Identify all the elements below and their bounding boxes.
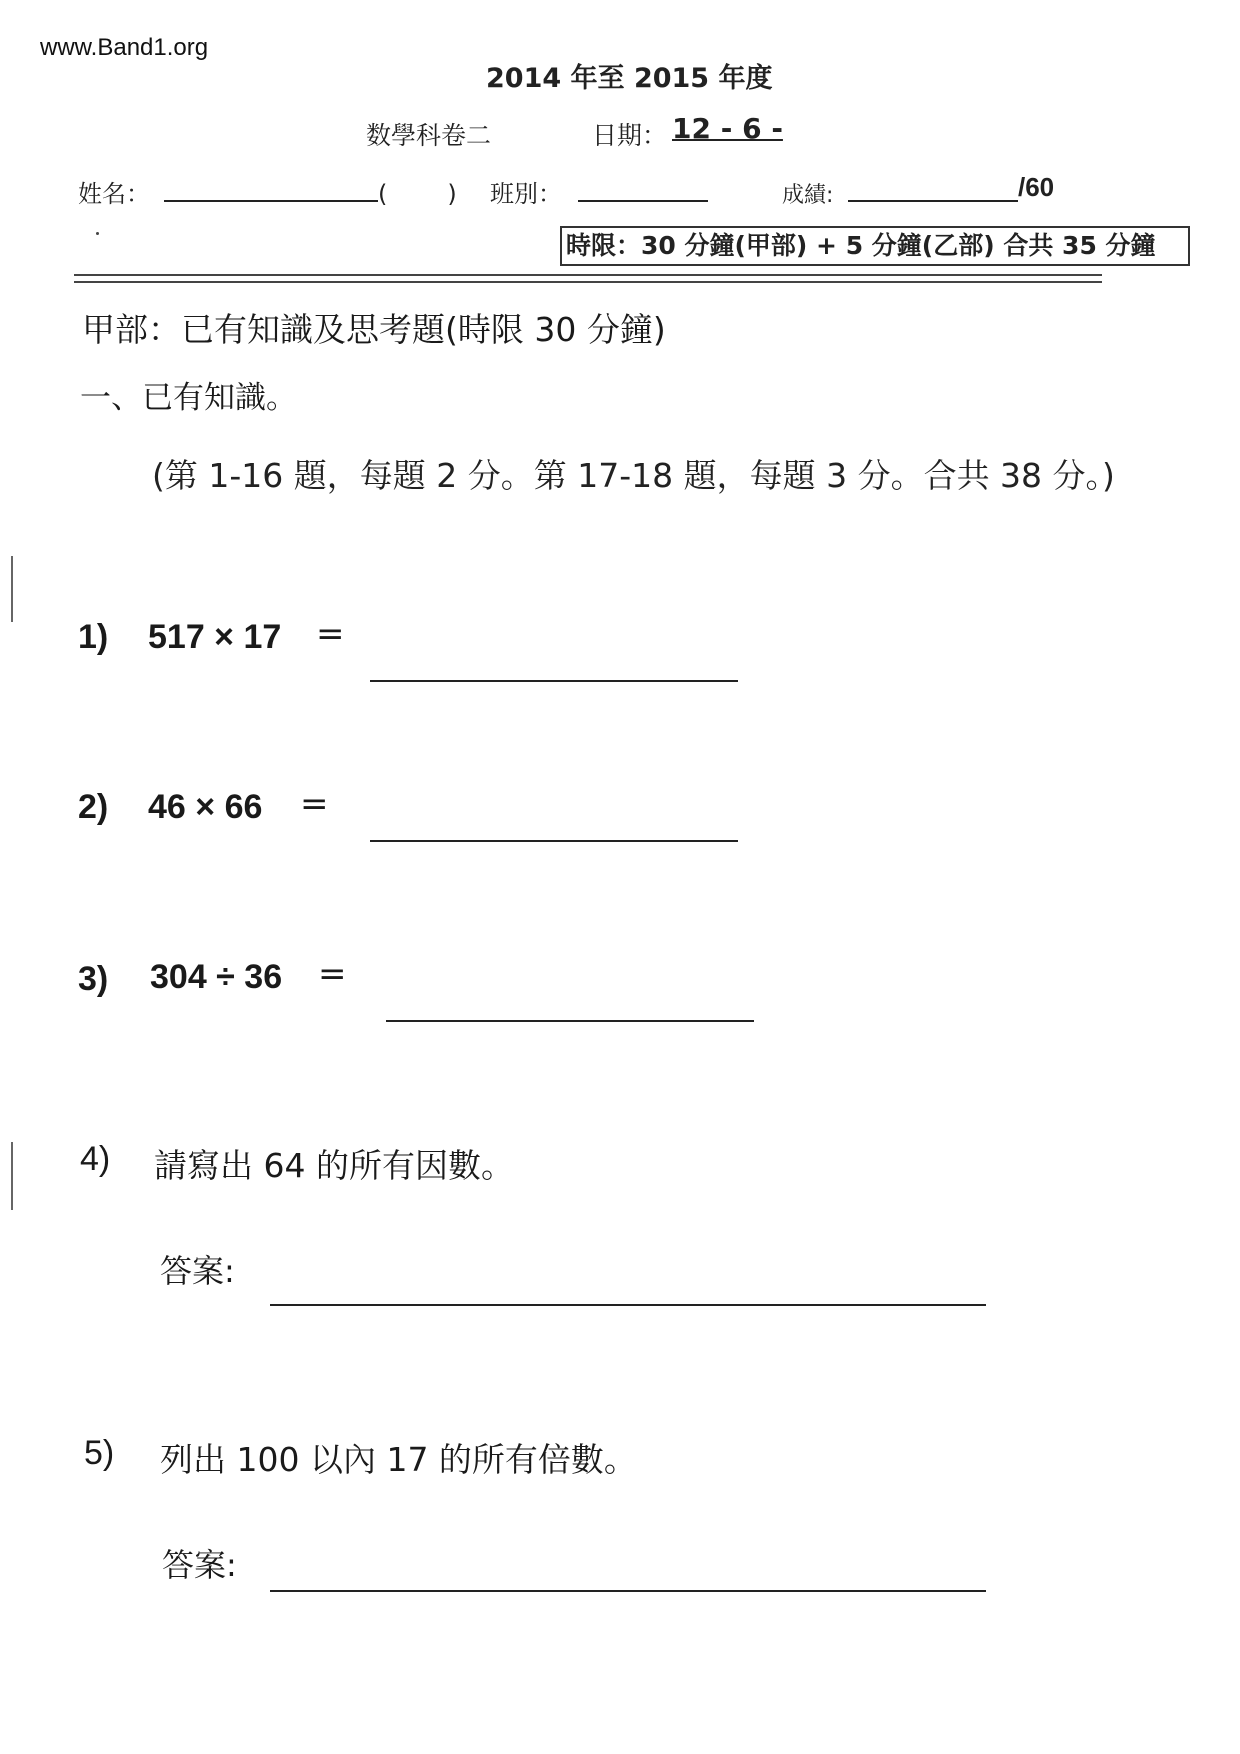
- question-3-equals: =: [318, 954, 347, 994]
- site-url: www.Band1.org: [40, 34, 209, 61]
- question-4-answer-line[interactable]: [270, 1304, 986, 1306]
- question-4-answer-label: 答案:: [160, 1252, 235, 1290]
- header-divider-bottom: [74, 281, 1102, 283]
- score-field[interactable]: [848, 200, 1018, 202]
- question-3-answer-line[interactable]: [386, 1020, 754, 1022]
- question-2-expression: 46 × 66: [148, 788, 263, 826]
- question-5-answer-label: 答案:: [162, 1546, 237, 1584]
- class-label: 班別：: [490, 180, 562, 208]
- question-4-text: 請寫出 64 的所有因數。: [154, 1146, 514, 1185]
- name-label: 姓名：: [78, 180, 150, 208]
- part-one-heading: 一、已有知識。: [80, 380, 297, 416]
- header-divider-top: [74, 274, 1102, 276]
- question-5-text: 列出 100 以內 17 的所有倍數。: [160, 1440, 637, 1479]
- question-5-number: 5): [84, 1434, 115, 1472]
- question-1-expression: 517 × 17: [148, 618, 282, 656]
- score-label: 成績:: [782, 183, 834, 208]
- name-field[interactable]: [164, 200, 378, 202]
- question-1-answer-line[interactable]: [370, 680, 738, 682]
- question-2-number: 2): [78, 788, 109, 826]
- class-number-field[interactable]: ( ): [378, 180, 461, 208]
- score-total: /60: [1018, 172, 1055, 202]
- margin-mark: [11, 556, 13, 622]
- question-2-answer-line[interactable]: [370, 840, 738, 842]
- question-3-expression: 304 ÷ 36: [150, 958, 283, 996]
- question-2-equals: =: [300, 784, 329, 824]
- margin-mark: [11, 1142, 13, 1210]
- date-label: 日期：: [592, 121, 668, 150]
- paper-title: 数學科卷二: [366, 121, 492, 150]
- class-field[interactable]: [578, 200, 708, 202]
- section-a-heading: 甲部：已有知識及思考題(時限 30 分鐘): [82, 310, 666, 349]
- question-1-equals: =: [316, 614, 345, 654]
- date-value: 12 - 6 -: [672, 112, 783, 145]
- question-3-number: 3): [78, 960, 109, 998]
- scan-speck: [96, 232, 99, 235]
- academic-year-title: 2014 年至 2015 年度: [486, 63, 773, 94]
- question-5-answer-line[interactable]: [270, 1590, 986, 1592]
- question-4-number: 4): [80, 1140, 111, 1178]
- question-1-number: 1): [78, 618, 109, 656]
- scoring-note: (第 1-16 題，每題 2 分。第 17-18 題，每題 3 分。合共 38 分。): [152, 456, 1115, 495]
- time-limit-box: 時限：30 分鐘(甲部) + 5 分鐘(乙部) 合共 35 分鐘: [560, 226, 1190, 266]
